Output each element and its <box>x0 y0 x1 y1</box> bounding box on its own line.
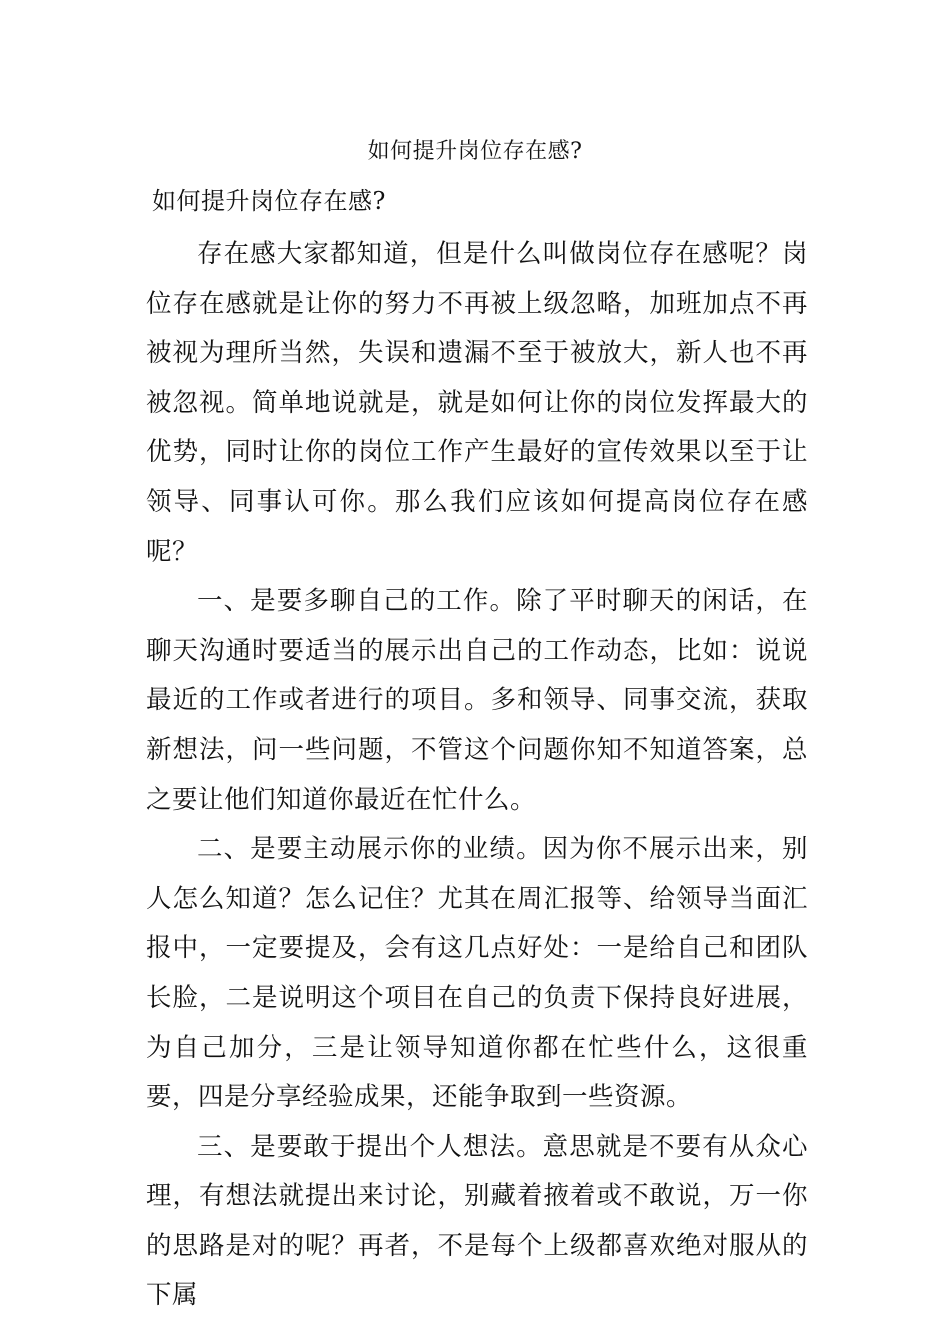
document-body <box>146 230 808 1321</box>
paragraph-intro: 存在感大家都知道，但是什么叫做岗位存在感呢？岗位存在感就是让你的努力不再被上级忽略，加班加点不再被视为理所当然，失误和遗漏不至于被放大，新人也不再被忽视。简单地说就是，就是如何让你的岗位发挥最大的优势，同时让你的岗位工作产生最好的宣传效果以至于让领导、同事认可你。那么我们应该如何提高岗位存在感呢？ <box>146 239 808 567</box>
paragraph-point-3: 三、是要敢于提出个人想法。意思就是不要有从众心理，有想法就提出来讨论，别藏着掖着或不敢说，万一你的思路是对的呢？再者，不是每个上级都喜欢绝对服从的下属 <box>146 1131 808 1311</box>
paragraph-point-1: 一、是要多聊自己的工作。除了平时聊天的闲话，在聊天沟通时要适当的展示出自己的工作动态，比如：说说最近的工作或者进行的项目。多和领导、同事交流，获取新想法，问一些问题，不管这个问题你知不知道答案，总之要让他们知道你最近在忙什么。 <box>146 586 808 815</box>
document-title: 如何提升岗位存在感? <box>367 139 583 164</box>
paragraph-point-2: 二、是要主动展示你的业绩。因为你不展示出来，别人怎么知道？怎么记住？尤其在周汇报等、给领导当面汇报中，一定要提及，会有这几点好处：一是给自己和团队长脸，二是说明这个项目在自己的负责下保持良好进展，为自己加分，三是让领导知道你都在忙些什么，这很重要，四是分享经验成果，还能争取到一些资源。 <box>146 834 808 1113</box>
document-subtitle: 如何提升岗位存在感? <box>152 187 386 215</box>
